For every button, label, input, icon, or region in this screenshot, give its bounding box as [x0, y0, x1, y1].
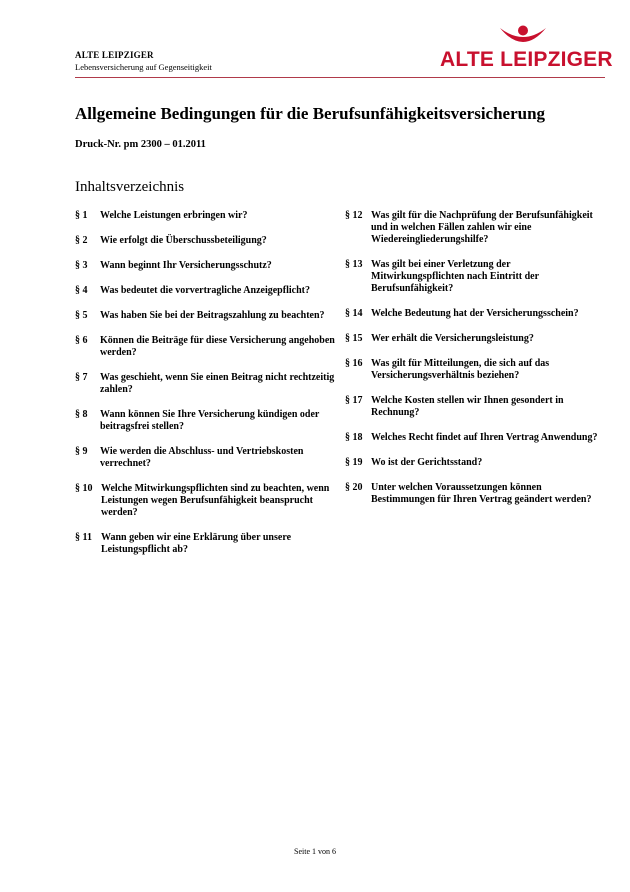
toc-item-title: Welche Kosten stellen wir Ihnen gesondert in Rechnung? — [371, 395, 564, 418]
person-arc-icon — [440, 22, 605, 50]
toc-item — [345, 308, 605, 320]
toc-item — [345, 457, 605, 469]
toc-item — [345, 482, 605, 506]
toc-item-title: Unter welchen Voraussetzungen können Bestimmungen für Ihren Vertrag geändert werden? — [371, 482, 592, 505]
toc-item — [75, 446, 337, 470]
toc-item — [75, 310, 337, 322]
toc-item-number: § 11 — [75, 532, 92, 543]
toc-left-column — [75, 210, 337, 556]
toc-item-number: § 4 — [75, 285, 88, 296]
toc-item-title: Was gilt für die Nachprüfung der Berufsunfähigkeit und in welchen Fällen zahlen wir eine Wiedereingliederungshilfe? — [371, 210, 593, 245]
toc-item-title: Welche Bedeutung hat der Versicherungsschein? — [371, 308, 579, 319]
toc-item — [345, 432, 605, 444]
toc-item-number: § 9 — [75, 446, 88, 457]
toc-item — [345, 358, 605, 382]
toc-item-number: § 1 — [75, 210, 88, 221]
toc-item-number: § 10 — [75, 483, 93, 494]
toc-item — [75, 372, 337, 396]
page-number: Seite 1 von 6 — [294, 847, 336, 856]
toc-item — [345, 259, 605, 295]
toc-item-number: § 20 — [345, 482, 363, 493]
toc-item-number: § 17 — [345, 395, 363, 406]
toc-item-title: Welches Recht findet auf Ihren Vertrag Anwendung? — [371, 432, 598, 443]
toc-item-title: Welche Leistungen erbringen wir? — [100, 210, 248, 221]
toc-item — [345, 210, 605, 246]
logo-wordmark: ALTE LEIPZIGER — [440, 48, 613, 71]
toc-item — [75, 260, 337, 272]
toc-item-title: Was gilt für Mitteilungen, die sich auf das Versicherungsverhältnis beziehen? — [371, 358, 550, 381]
toc-item-number: § 16 — [345, 358, 363, 369]
toc-item-number: § 13 — [345, 259, 363, 270]
toc-item-title: Wann geben wir eine Erklärung über unsere Leistungspflicht ab? — [101, 532, 292, 555]
toc-item — [75, 409, 337, 433]
toc-item-title: Was haben Sie bei der Beitragszahlung zu beachten? — [100, 310, 325, 321]
toc-item-title: Wie erfolgt die Überschussbeteiligung? — [100, 235, 267, 246]
toc-item-number: § 5 — [75, 310, 88, 321]
toc-item-title: Was geschieht, wenn Sie einen Beitrag nicht rechtzeitig zahlen? — [100, 372, 335, 395]
toc-item-number: § 2 — [75, 235, 88, 246]
toc-item-title: Wie werden die Abschluss- und Vertriebskosten verrechnet? — [100, 446, 304, 469]
toc-item-number: § 14 — [345, 308, 363, 319]
toc-item — [345, 395, 605, 419]
toc-item-number: § 8 — [75, 409, 88, 420]
company-logo — [440, 22, 613, 74]
toc-item-number: § 12 — [345, 210, 363, 221]
company-name: ALTE LEIPZIGER — [75, 50, 154, 60]
toc-item-title: Wo ist der Gerichtsstand? — [371, 457, 483, 468]
toc-item-title: Wer erhält die Versicherungsleistung? — [371, 333, 534, 344]
toc-item — [345, 333, 605, 345]
toc-item-number: § 3 — [75, 260, 88, 271]
document-title: Allgemeine Bedingungen für die Berufsunfähigkeitsversicherung — [75, 104, 546, 123]
toc-item-number: § 18 — [345, 432, 363, 443]
toc-item-number: § 19 — [345, 457, 363, 468]
toc-item-number: § 6 — [75, 335, 88, 346]
toc-item-number: § 7 — [75, 372, 88, 383]
toc-item-title: Können die Beiträge für diese Versicherung angehoben werden? — [100, 335, 335, 358]
toc-item — [75, 532, 337, 556]
toc-item-number: § 15 — [345, 333, 363, 344]
print-number: Druck-Nr. pm 2300 – 01.2011 — [75, 139, 206, 150]
company-subtitle: Lebensversicherung auf Gegenseitigkeit — [75, 62, 212, 72]
toc-item-title: Welche Mitwirkungspflichten sind zu beachten, wenn Leistungen wegen Berufsunfähigkeit beansprucht werden? — [101, 483, 330, 518]
toc-right-column — [345, 210, 605, 506]
toc-item — [75, 235, 337, 247]
toc-heading: Inhaltsverzeichnis — [75, 179, 185, 195]
toc-item — [75, 483, 337, 519]
toc-item — [75, 210, 337, 222]
header-company-block — [75, 49, 212, 73]
toc-item-title: Wann beginnt Ihr Versicherungsschutz? — [100, 260, 272, 271]
header-divider — [75, 77, 605, 78]
toc-item-title: Wann können Sie Ihre Versicherung kündigen oder beitragsfrei stellen? — [100, 409, 320, 432]
toc-item-title: Was gilt bei einer Verletzung der Mitwirkungspflichten nach Eintritt der Berufsunfähigkeit? — [371, 259, 539, 294]
toc-item — [75, 335, 337, 359]
toc-item — [75, 285, 337, 297]
toc-item-title: Was bedeutet die vorvertragliche Anzeigepflicht? — [100, 285, 310, 296]
